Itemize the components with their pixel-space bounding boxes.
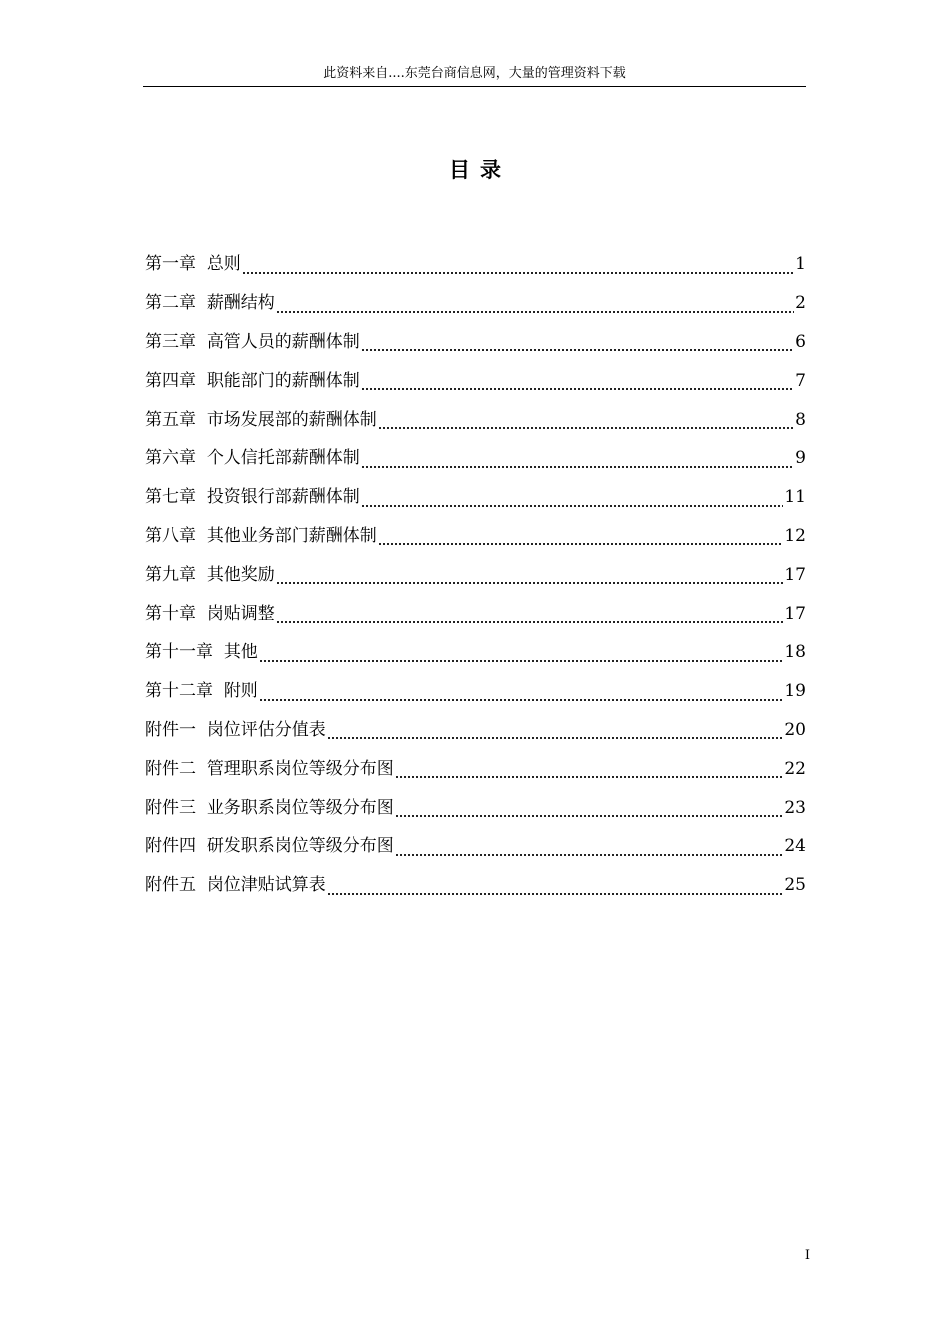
toc-entry[interactable] — [145, 400, 806, 439]
toc-entry[interactable] — [145, 245, 806, 284]
toc-chapter: 第十章 — [145, 603, 196, 624]
toc-page-number: 2 — [795, 293, 806, 314]
toc-entry[interactable] — [145, 284, 806, 323]
toc-chapter: 第五章 — [145, 409, 196, 430]
toc-chapter: 第六章 — [145, 448, 196, 469]
toc-chapter: 第七章 — [145, 487, 196, 508]
toc-chapter: 附件一 — [145, 719, 196, 740]
toc-page-number: 7 — [795, 370, 806, 391]
toc-page-number: 8 — [795, 409, 806, 430]
toc-page-number: 6 — [795, 331, 806, 352]
toc-page-number: 18 — [784, 642, 806, 663]
toc-entry[interactable] — [145, 555, 806, 594]
toc-page-number: 23 — [784, 797, 806, 818]
toc-entry[interactable] — [145, 749, 806, 788]
dot-leader — [395, 762, 784, 779]
toc-page-number: 17 — [784, 603, 806, 624]
toc-chapter: 第三章 — [145, 331, 196, 352]
dot-leader — [242, 258, 794, 275]
toc-entry[interactable] — [145, 517, 806, 556]
toc-entry[interactable] — [145, 711, 806, 750]
toc-chapter: 第十一章 — [145, 642, 213, 663]
dot-leader — [361, 452, 794, 469]
toc-entry[interactable] — [145, 361, 806, 400]
dot-leader — [259, 646, 784, 663]
toc-chapter: 附件五 — [145, 875, 196, 896]
toc-page-number: 9 — [795, 448, 806, 469]
dot-leader — [378, 529, 784, 546]
toc-page-number: 17 — [784, 564, 806, 585]
dot-leader — [327, 723, 784, 740]
toc-entry-title: 管理职系岗位等级分布图 — [206, 758, 394, 779]
dot-leader — [276, 297, 794, 314]
toc-entry-title: 其他业务部门薪酬体制 — [206, 525, 377, 546]
page-number: I — [804, 1248, 810, 1263]
toc-entry[interactable] — [145, 323, 806, 362]
dot-leader — [378, 413, 794, 430]
toc-chapter: 附件三 — [145, 797, 196, 818]
toc-entry-title: 职能部门的薪酬体制 — [206, 370, 360, 391]
toc-page-number: 11 — [784, 487, 806, 508]
toc-entry-title: 总则 — [206, 254, 241, 275]
dot-leader — [276, 607, 784, 624]
toc-entry[interactable] — [145, 594, 806, 633]
toc-entry-title: 附则 — [223, 681, 258, 702]
toc-entry[interactable] — [145, 633, 806, 672]
dot-leader — [361, 335, 794, 352]
toc-chapter: 第四章 — [145, 370, 196, 391]
toc-entry-title: 岗位评估分值表 — [206, 719, 326, 740]
dot-leader — [259, 685, 784, 702]
toc-entry-title: 岗位津贴试算表 — [206, 875, 326, 896]
toc-entry-title: 其他奖励 — [206, 564, 275, 585]
dot-leader — [395, 801, 784, 818]
page-header — [143, 62, 806, 87]
toc-page-number: 19 — [784, 681, 806, 702]
toc-chapter: 第十二章 — [145, 681, 213, 702]
toc-page-number: 1 — [795, 254, 806, 275]
dot-leader — [361, 491, 784, 508]
toc-entry[interactable] — [145, 478, 806, 517]
toc-page-number: 12 — [784, 525, 806, 546]
toc-entry-title: 投资银行部薪酬体制 — [206, 487, 360, 508]
toc-entry[interactable] — [145, 672, 806, 711]
dot-leader — [276, 568, 784, 585]
toc-chapter: 第二章 — [145, 293, 196, 314]
toc-page-number: 20 — [784, 719, 806, 740]
dot-leader — [395, 840, 784, 857]
toc-entry[interactable] — [145, 866, 806, 905]
toc-entry[interactable] — [145, 827, 806, 866]
toc-entry-title: 岗贴调整 — [206, 603, 275, 624]
toc-entry-title: 业务职系岗位等级分布图 — [206, 797, 394, 818]
dot-leader — [361, 374, 794, 391]
toc-entry[interactable] — [145, 439, 806, 478]
toc-title: 目录 — [449, 157, 511, 182]
toc-chapter: 第八章 — [145, 525, 196, 546]
toc-entry-title: 研发职系岗位等级分布图 — [206, 836, 394, 857]
toc-chapter: 附件二 — [145, 758, 196, 779]
toc-chapter: 第一章 — [145, 254, 196, 275]
toc-entry-title: 高管人员的薪酬体制 — [206, 331, 360, 352]
toc-chapter: 第九章 — [145, 564, 196, 585]
toc-page-number: 25 — [784, 875, 806, 896]
toc-page-number: 22 — [784, 758, 806, 779]
toc-entry-title: 其他 — [223, 642, 258, 663]
table-of-contents — [145, 245, 806, 905]
toc-entry[interactable] — [145, 788, 806, 827]
dot-leader — [327, 879, 784, 896]
toc-entry-title: 个人信托部薪酬体制 — [206, 448, 360, 469]
toc-chapter: 附件四 — [145, 836, 196, 857]
toc-entry-title: 市场发展部的薪酬体制 — [206, 409, 377, 430]
toc-entry-title: 薪酬结构 — [206, 293, 275, 314]
toc-page-number: 24 — [784, 836, 806, 857]
header-text: 此资料来自....东莞台商信息网，大量的管理资料下载 — [323, 66, 626, 81]
